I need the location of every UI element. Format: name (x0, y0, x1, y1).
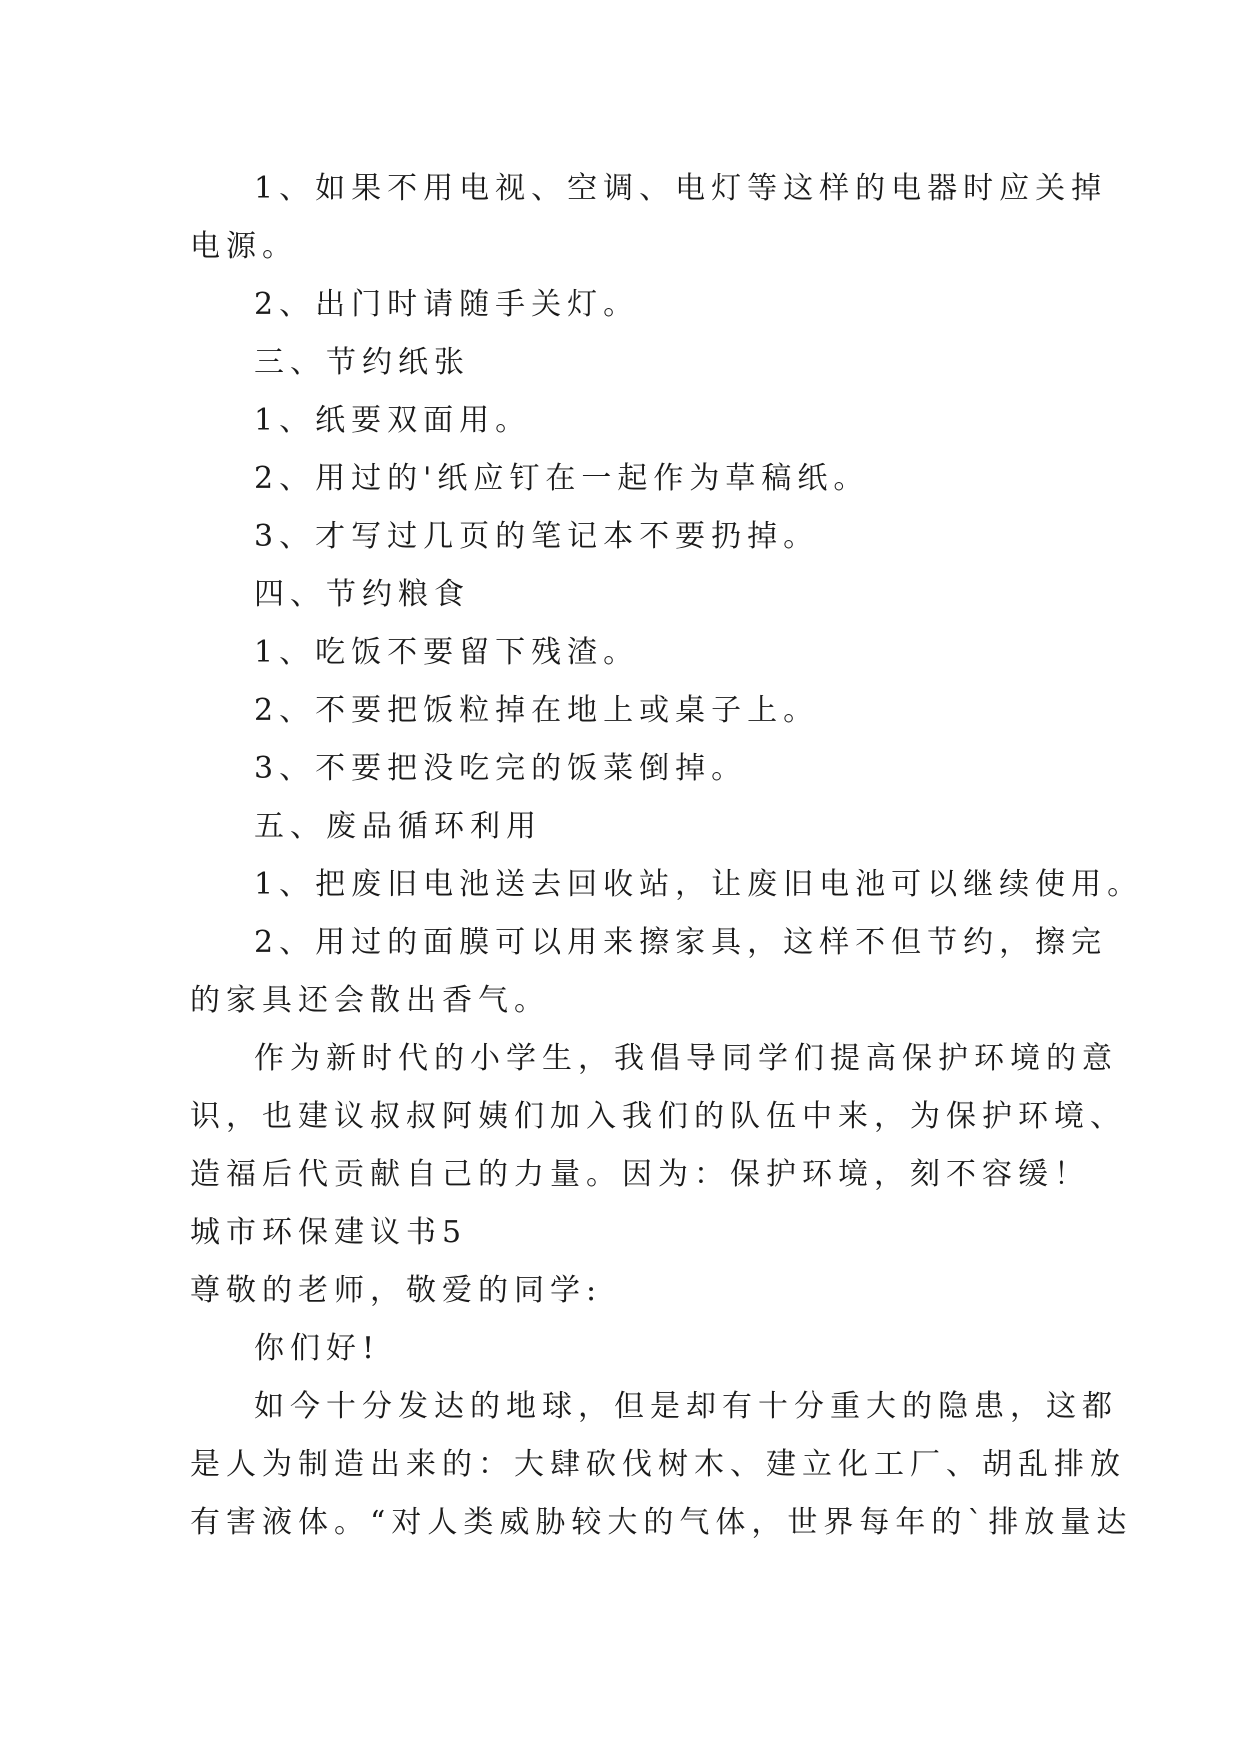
text-line: 的家具还会散出香气。 (190, 983, 550, 1018)
text-line: 三、节约纸张 (254, 345, 470, 380)
text-line: 2、用过的面膜可以用来擦家具，这样不但节约，擦完 (254, 925, 1108, 960)
text-line: 1、如果不用电视、空调、电灯等这样的电器时应关掉 (254, 171, 1108, 206)
text-line: 城市环保建议书5 (190, 1215, 468, 1250)
text-line: 四、节约粮食 (254, 577, 470, 612)
text-line: 1、吃饭不要留下残渣。 (254, 635, 640, 670)
text-line: 2、出门时请随手关灯。 (254, 287, 640, 322)
text-line: 五、废品循环利用 (254, 809, 542, 844)
text-line: 造福后代贡献自己的力量。因为：保护环境，刻不容缓！ (190, 1157, 1090, 1192)
text-line: 电源。 (190, 229, 298, 264)
text-line: 1、把废旧电池送去回收站，让废旧电池可以继续使用。 (254, 867, 1144, 902)
text-line: 如今十分发达的地球，但是却有十分重大的隐患，这都 (254, 1389, 1118, 1424)
document-body (190, 160, 1144, 1552)
text-line: 尊敬的老师，敬爱的同学: (190, 1273, 603, 1308)
text-line: 作为新时代的小学生，我倡导同学们提高保护环境的意 (254, 1041, 1118, 1076)
text-line: 3、不要把没吃完的饭菜倒掉。 (254, 751, 748, 786)
text-line: 3、才写过几页的笔记本不要扔掉。 (254, 519, 820, 554)
text-line: 2、用过的'纸应钉在一起作为草稿纸。 (254, 461, 870, 496)
text-line: 是人为制造出来的：大肆砍伐树木、建立化工厂、胡乱排放 (190, 1447, 1126, 1482)
text-line: 你们好! (254, 1331, 381, 1366)
text-line: 有害液体。“对人类威胁较大的气体，世界每年的`排放量达 (190, 1505, 1133, 1540)
text-line: 识，也建议叔叔阿姨们加入我们的队伍中来，为保护环境、 (190, 1099, 1126, 1134)
text-line: 2、不要把饭粒掉在地上或桌子上。 (254, 693, 820, 728)
text-line: 1、纸要双面用。 (254, 403, 532, 438)
